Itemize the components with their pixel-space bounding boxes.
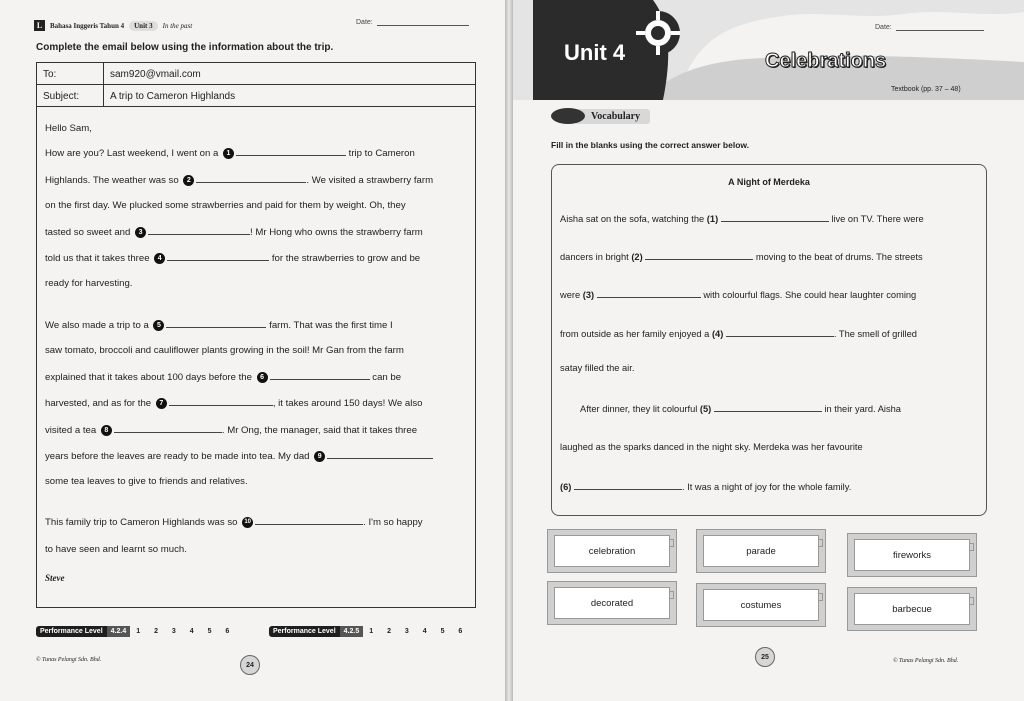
- section-label: Vocabulary: [575, 109, 650, 124]
- story-line: dancers in bright (2) moving to the beat of drums. The streets: [560, 252, 923, 262]
- page-header: [34, 20, 192, 31]
- answer-blank-9[interactable]: [327, 450, 433, 459]
- left-page: [0, 0, 505, 701]
- instruction-text: Fill in the blanks using the correct answer below.: [551, 140, 750, 150]
- question-number: 3: [135, 227, 146, 238]
- answer-blank-4[interactable]: [167, 252, 269, 261]
- word-card[interactable]: [847, 587, 977, 631]
- page-number: 25: [755, 647, 775, 667]
- instruction-text: Complete the email below using the information about the trip.: [36, 42, 334, 53]
- word-card-label: decorated: [554, 587, 670, 619]
- subject-value: A trip to Cameron Highlands: [110, 91, 236, 102]
- answer-blank-5[interactable]: [166, 319, 266, 328]
- answer-blank-7[interactable]: [169, 397, 273, 406]
- email-line: This family trip to Cameron Highlands was so 10 . I'm so happy: [45, 517, 423, 528]
- word-card[interactable]: [696, 583, 826, 627]
- date-label: Date:: [875, 24, 892, 31]
- word-card[interactable]: [547, 581, 677, 625]
- pill-dot-icon: [551, 108, 585, 124]
- story-line: from outside as her family enjoyed a (4) . The smell of grilled: [560, 329, 917, 339]
- email-line: some tea leaves to give to friends and relatives.: [45, 476, 248, 487]
- date-field[interactable]: [875, 24, 984, 31]
- book-gutter: [505, 0, 513, 701]
- question-number: 1: [223, 148, 234, 159]
- right-page: [513, 0, 1024, 701]
- word-card-label: parade: [703, 535, 819, 567]
- answer-blank-3[interactable]: [597, 289, 701, 298]
- answer-blank-6[interactable]: [574, 481, 682, 490]
- story-title: A Night of Merdeka: [728, 177, 810, 187]
- subject-row: [37, 85, 475, 107]
- page-number: 24: [240, 655, 260, 675]
- email-line: Highlands. The weather was so 2 . We visited a strawberry farm: [45, 175, 434, 186]
- question-number: 9: [314, 451, 325, 462]
- to-value: sam920@vmail.com: [110, 69, 201, 80]
- date-line[interactable]: [896, 24, 984, 31]
- word-card-label: barbecue: [854, 593, 970, 625]
- email-line: ready for harvesting.: [45, 278, 133, 289]
- answer-blank-10[interactable]: [255, 516, 363, 525]
- answer-blank-6[interactable]: [270, 371, 370, 380]
- answer-blank-1[interactable]: [236, 147, 346, 156]
- question-number: 2: [183, 175, 194, 186]
- word-card-label: celebration: [554, 535, 670, 567]
- publisher-credit: © Tunas Pelangi Sdn. Bhd.: [893, 658, 959, 664]
- question-number: 6: [257, 372, 268, 383]
- email-line: explained that it takes about 100 days before the 6 can be: [45, 372, 402, 383]
- answer-blank-2[interactable]: [196, 174, 306, 183]
- question-number: 5: [153, 320, 164, 331]
- chapter-title: Celebrations: [765, 50, 887, 72]
- word-card[interactable]: [547, 529, 677, 573]
- email-greeting: Hello Sam,: [45, 123, 92, 134]
- subject-label: Subject:: [43, 91, 80, 102]
- email-line: years before the leaves are ready to be made into tea. My dad 9: [45, 450, 433, 462]
- topic-label: In the past: [162, 21, 193, 30]
- question-number: 4: [154, 253, 165, 264]
- question-number: 8: [101, 425, 112, 436]
- story-line: were (3) with colourful flags. She could hear laughter coming: [560, 290, 917, 300]
- date-label: Date:: [356, 19, 373, 26]
- performance-level-2: Performance Level 4.2.5 1 2 3 4 5 6: [269, 626, 468, 637]
- email-line: visited a tea 8 . Mr Ong, the manager, said that it takes three: [45, 425, 418, 436]
- email-line: told us that it takes three 4 for the strawberries to grow and be: [45, 253, 421, 264]
- word-card[interactable]: [696, 529, 826, 573]
- email-line: to have seen and learnt so much.: [45, 544, 187, 555]
- story-line: satay filled the air.: [560, 363, 635, 373]
- story-line: Aisha sat on the sofa, watching the (1) live on TV. There were: [560, 214, 924, 224]
- to-row: [37, 63, 475, 85]
- email-line: tasted so sweet and 3 ! Mr Hong who owns the strawberry farm: [45, 227, 423, 238]
- email-line: How are you? Last weekend, I went on a 1 trip to Cameron: [45, 148, 415, 159]
- answer-blank-5[interactable]: [714, 403, 822, 412]
- word-card-label: fireworks: [854, 539, 970, 571]
- email-line: We also made a trip to a 5 farm. That was the first time I: [45, 320, 393, 331]
- book-title: Bahasa Inggeris Tahun 4: [50, 21, 125, 30]
- signature: Steve: [45, 573, 65, 583]
- answer-blank-1[interactable]: [721, 213, 829, 222]
- date-field[interactable]: [356, 19, 469, 26]
- textbook-reference: Textbook (pp. 37 – 48): [891, 86, 961, 93]
- performance-level-1: Performance Level 4.2.4 1 2 3 4 5 6: [36, 626, 235, 637]
- date-line[interactable]: [377, 19, 469, 26]
- vocabulary-pill: [551, 108, 650, 124]
- email-line: harvested, and as for the 7 , it takes around 150 days! We also: [45, 398, 423, 409]
- story-line: After dinner, they lit colourful (5) in their yard. Aisha: [580, 404, 901, 414]
- answer-blank-8[interactable]: [114, 424, 222, 433]
- unit-title: Unit 4: [564, 40, 626, 65]
- story-line: (6) . It was a night of joy for the whole family.: [560, 482, 852, 492]
- story-box: [551, 164, 987, 516]
- question-number: 10: [242, 517, 253, 528]
- email-line: on the first day. We plucked some strawberries and paid for them by weight. Oh, they: [45, 200, 406, 211]
- answer-blank-4[interactable]: [726, 328, 834, 337]
- unit-pill: Unit 3: [129, 21, 157, 31]
- word-card-label: costumes: [703, 589, 819, 621]
- word-card[interactable]: [847, 533, 977, 577]
- book-icon: L: [34, 20, 45, 31]
- email-line: saw tomato, broccoli and cauliflower plants growing in the soil! Mr Gan from the farm: [45, 345, 404, 356]
- to-label: To:: [43, 69, 57, 80]
- answer-blank-2[interactable]: [645, 251, 753, 260]
- answer-blank-3[interactable]: [148, 226, 250, 235]
- story-line: laughed as the sparks danced in the night sky. Merdeka was her favourite: [560, 442, 863, 452]
- email-box: [36, 62, 476, 608]
- publisher-credit: © Tunas Pelangi Sdn. Bhd.: [36, 657, 102, 663]
- question-number: 7: [156, 398, 167, 409]
